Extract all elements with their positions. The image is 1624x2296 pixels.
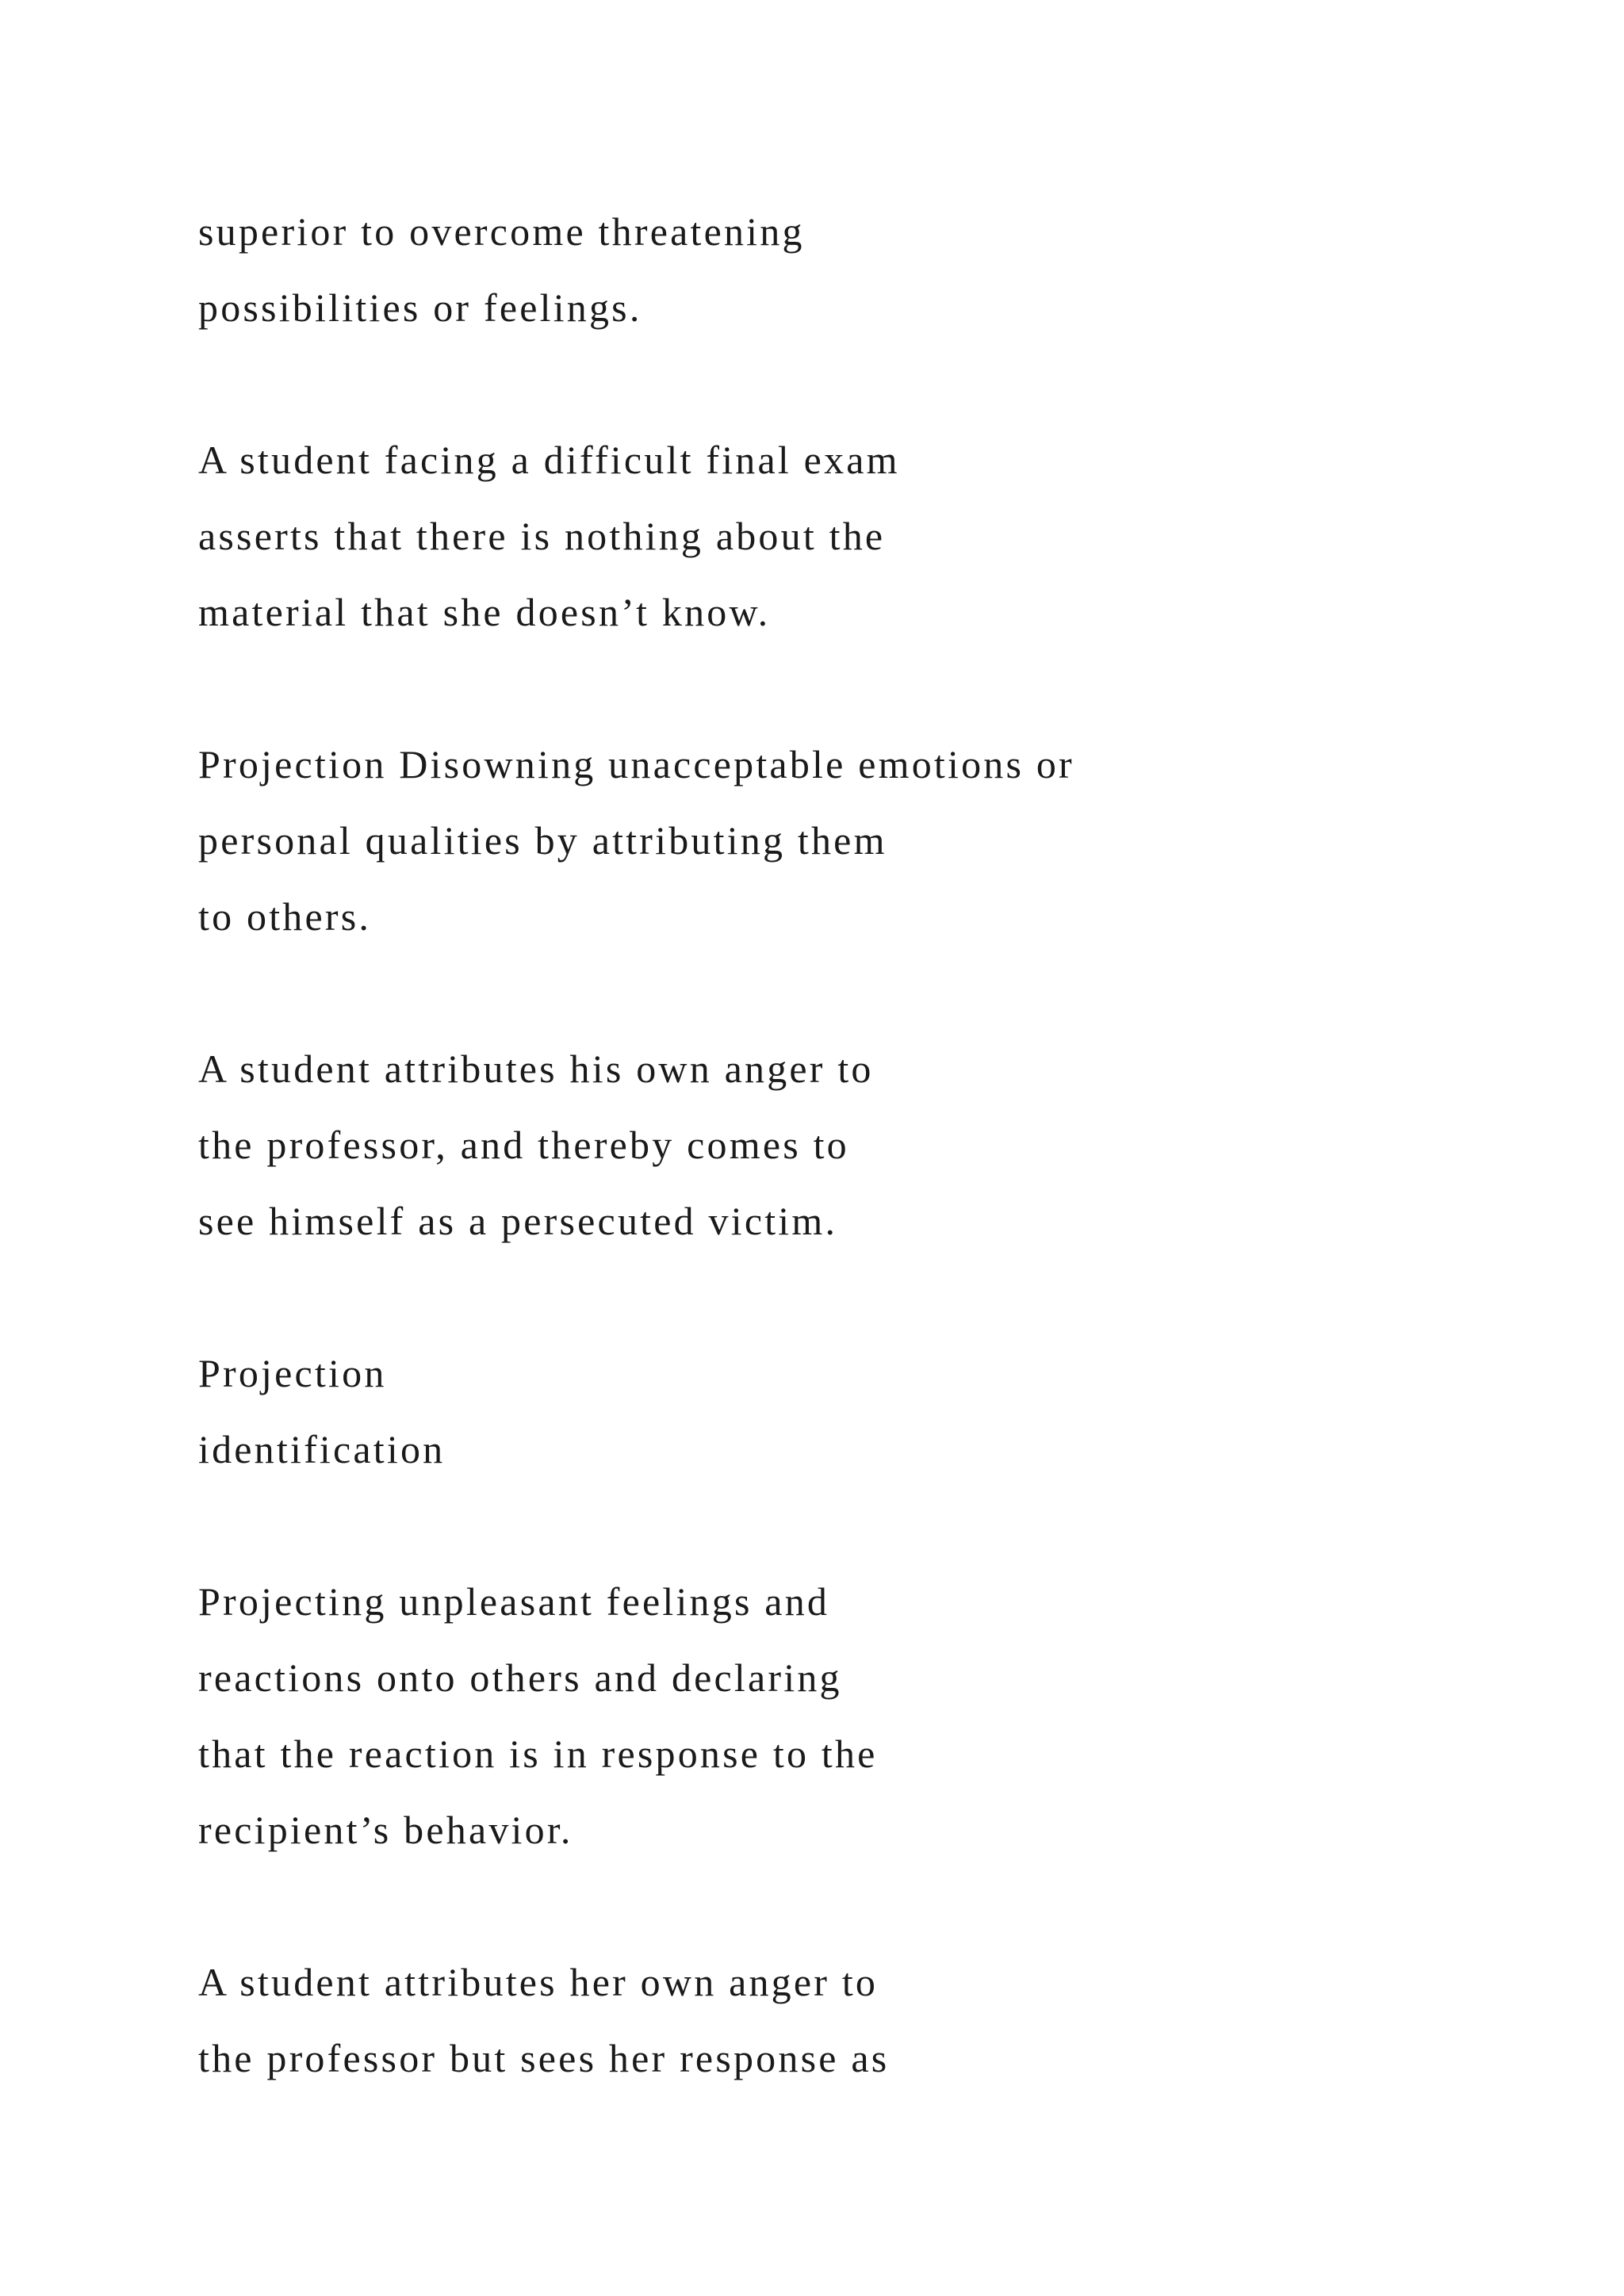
paragraph-2 [198,422,1546,650]
text-line: to others. [198,894,372,939]
text-line: see himself as a persecuted victim. [198,1199,838,1243]
paragraph-7 [198,1944,1546,2096]
text-line: Projection [198,1351,387,1395]
text-line: identification [198,1427,446,1471]
text-line: material that she doesn’t know. [198,590,771,634]
text-line: the professor but sees her response as [198,2036,890,2080]
text-line: personal qualities by attributing them [198,818,887,863]
text-line: reactions onto others and declaring [198,1655,842,1700]
text-line: A student attributes his own anger to [198,1047,874,1091]
paragraph-1 [198,193,1546,346]
text-line: possibilities or feelings. [198,285,642,330]
text-line: Projection Disowning unacceptable emotions or [198,742,1074,786]
paragraph-5 [198,1335,1546,1487]
text-line: recipient’s behavior. [198,1808,573,1852]
paragraph-4 [198,1031,1546,1259]
text-line: asserts that there is nothing about the [198,514,886,558]
paragraph-6 [198,1563,1546,1868]
text-line: Projecting unpleasant feelings and [198,1579,830,1624]
text-line: that the reaction is in response to the [198,1732,878,1776]
text-line: superior to overcome threatening [198,209,805,254]
text-line: A student facing a difficult final exam [198,438,900,482]
text-column [198,193,1546,2172]
text-line: the professor, and thereby comes to [198,1123,849,1167]
paragraph-3 [198,726,1546,955]
text-line: A student attributes her own anger to [198,1960,879,2004]
